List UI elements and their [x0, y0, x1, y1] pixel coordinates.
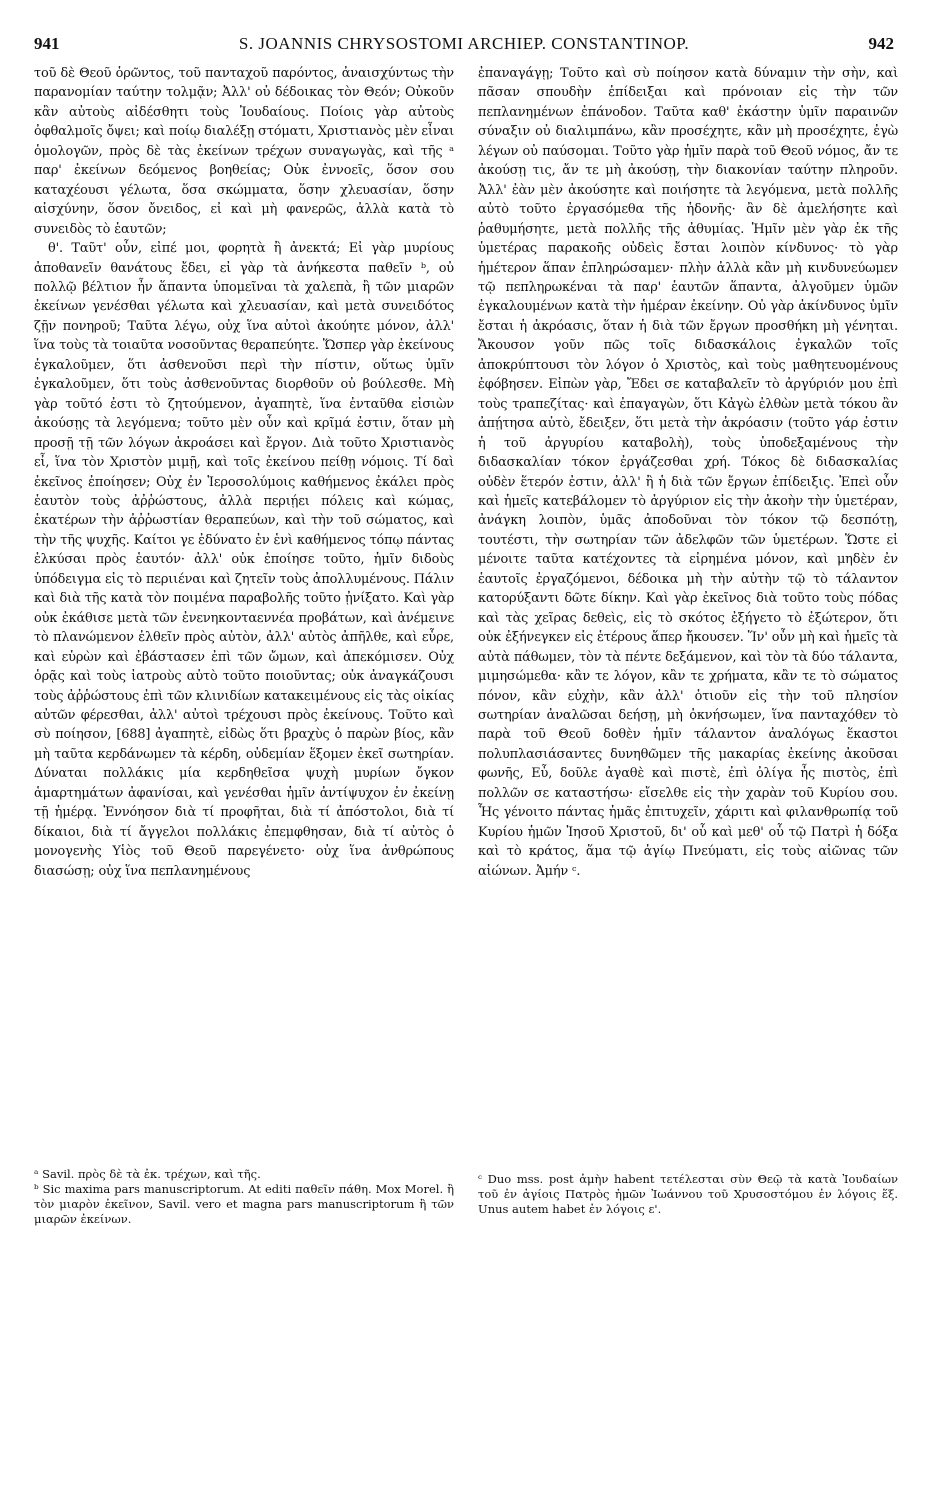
left-paragraph-2: θ'. Ταῦτ' οὖν, εἰπέ μοι, φορητὰ ἢ ἀνεκτά; Εἰ γὰρ μυρίους ἀποθανεῖν θανάτους ἔδει, εἰ γὰρ τὰ ἀνήκεστα παθεῖν ᵇ, οὐ πολλῷ βέλτιον ἦν ἅπαντα ὑπομεῖναι τὰ χαλεπὰ, ἢ τῶν μιαρῶν ἐκείνων γενέσθαι γέλωτα καὶ χλευασίαν, καὶ μετὰ συνειδότος ζῇν πονηροῦ; Ταῦτα λέγω, οὐχ ἵνα αὐτοὶ ἀκούητε μόνον, ἀλλ' ἵνα τοὺς τὰ τοιαῦτα νοσοῦντας θεραπεύητε. Ὥσπερ γὰρ ἐκείνους ἐγκαλοῦμεν, ὅτι ἀσθενοῦσι περὶ τὴν πίστιν, οὕτως ὑμῖν ἐγκαλοῦμεν, ὅτι τοὺς ἀσθενοῦντας διορθοῦν οὐ βούλεσθε. Μὴ γὰρ τοῦτό ἐστι τὸ ζητούμενον, ἀγαπητὲ, ἵνα ἐνταῦθα εἰσιὼν ἀκούσῃς τὰ λεγόμενα; τοῦτο μὲν οὖν καὶ κρῖμά ἐστιν, ὅταν μὴ προσῇ τῇ τῶν λόγων ἀκροάσει καὶ ἔργον. Διὰ τοῦτο Χριστιανὸς εἶ, ἵνα τὸν Χριστὸν μιμῇ, καὶ τοῖς ἐκείνου πείθῃ νόμοις. Τί δαὶ ἐκεῖνος ἐποίησεν; Οὐχ ἐν Ἱεροσολύμοις καθήμενος ἐκάλει πρὸς ἑαυτὸν τοὺς ἀῤῥώστους, ἀλλὰ περιῄει πόλεις καὶ κώμας, ἑκατέρων τὴν ἀῤῥωστίαν θεραπεύων, καὶ τὴν τοῦ σώματος, καὶ τὴν τῆς ψυχῆς. Καίτοι γε ἐδύνατο ἐν ἑνὶ καθήμενος τόπῳ πάντας ἑλκύσαι πρὸς ἑαυτόν· ἀλλ' οὐκ ἐποίησε τοῦτο, ἡμῖν διδοὺς ὑπόδειγμα εἰς τὸ περιιέναι καὶ ζητεῖν τοὺς ἀπολλυμένους. Πάλιν καὶ διὰ τῆς κατὰ τὸν ποιμένα παραβολῆς τοῦτο ᾐνίξατο. Καὶ γὰρ οὐκ ἐκάθισε μετὰ τῶν ἐνενηκονταεννέα προβάτων, καὶ ἀνέμεινε τὸ πλανώμενον ἐλθεῖν πρὸς αὐτὸν, ἀλλ' αὐτὸς ἀπῆλθε, καὶ εὗρε, καὶ εὑρὼν καὶ ἐβάστασεν ἐπὶ τῶν ὤμων, καὶ ἀπεκόμισεν. Οὐχ ὁρᾷς καὶ τοὺς ἰατροὺς αὐτὸ τοῦτο ποιοῦντας; οὐκ ἀναγκάζουσι τοὺς ἀῤῥώστους ἐπὶ τῶν κλινιδίων κατακειμένους εἰς τὰς οἰκίας αὐτῶν φέρεσθαι, ἀλλ' αὐτοὶ τρέχουσι πρὸς ἐκείνους. Τοῦτο καὶ σὺ ποίησον, [688] ἀγαπητὲ, εἰδὼς ὅτι βραχὺς ὁ παρὼν βίος, κἂν μὴ ταῦτα κερδάνωμεν τὰ κέρδη, οὐδεμίαν ἕξομεν ἐκεῖ σωτηρίαν. Δύναται πολλάκις μία κερδηθεῖσα ψυχὴ μυρίων ὄγκον ἁμαρτημάτων ἀφανίσαι, καὶ γενέσθαι ἡμῖν ἀντίψυχον ἐν ἐκείνῃ τῇ ἡμέρᾳ. Ἐννόησον διὰ τί προφῆται, διὰ τί ἀπόστολοι, διὰ τί δίκαιοι, διὰ τί ἄγγελοι πολλάκις ἐπεμφθησαν, διὰ τί αὐτὸς ὁ μονογενὴς Υἱὸς τοῦ Θεοῦ παρεγένετο· οὐχ ἵνα ἀνθρώπους διασώσῃ; οὐχ ἵνα πεπλανημένους: [34, 241, 454, 879]
left-paragraph-1: τοῦ δὲ Θεοῦ ὁρῶντος, τοῦ πανταχοῦ παρόντος, ἀναισχύντως τὴν παρανομίαν ταύτην τολμᾷν; Ἀλλ' οὐ δέδοικας τὸν Θεόν; Οὐκοῦν κἂν αὐτοὺς αἰδέσθητι τοὺς Ἰουδαίους. Ποίοις γὰρ αὐτοὺς ὀφθαλμοῖς ὄψει; καὶ ποίῳ διαλέξῃ στόματι, Χριστιανὸς μὲν εἶναι ὁμολογῶν, πρὸς δὲ τὰς ἐκείνων τρέχων συναγωγὰς, καὶ τῆς ᵃ παρ' ἐκείνων δεόμενος βοηθείας; Οὐκ ἐννοεῖς, ὅσον σου καταχέουσι γέλωτα, ὅσα σκώμματα, ὅσην χλευασίαν, ὅσην αἰσχύνην, ὅσον ὄνειδος, εἰ καὶ μὴ φανερῶς, ἀλλὰ κατὰ τὸ συνειδὸς τὸ ἑαυτῶν;: [34, 66, 454, 237]
page-header: [34, 34, 894, 58]
right-page-number: 942: [868, 34, 894, 53]
running-title: S. JOANNIS CHRYSOSTOMI ARCHIEP. CONSTANTINOP.: [238, 34, 690, 53]
footnotes-left: [34, 1167, 454, 1227]
footnote-c: ᶜ Duo mss. post ἀμὴν habent τετέλεσται σὺν Θεῷ τὰ κατὰ Ἰουδαίων τοῦ ἐν ἁγίοις Πατρὸς ἡμῶν Ἰωάννου τοῦ Χρυσοστόμου ἐν λόγοις ἕξ. Unus autem habet ἐν λόγοις ε'.: [478, 1172, 898, 1216]
footnote-b: ᵇ Sic maxima pars manuscriptorum. At editi παθεῖν πάθη. Mox Morel. ἢ τὸν μιαρὸν ἐκεῖνον, Savil. vero et magna pars manuscriptorum ἢ τῶν μιαρῶν ἐκείνων.: [34, 1182, 454, 1226]
right-column: [478, 64, 898, 881]
footnotes-right: [478, 1172, 898, 1217]
right-paragraph-1: ἐπαναγάγῃ; Τοῦτο καὶ σὺ ποίησον κατὰ δύναμιν τὴν σὴν, καὶ πᾶσαν σπουδὴν ἐπίδειξαι καὶ πρόνοιαν εἰς τὴν τῶν πεπλανημένων ἐπάνοδον. Ταῦτα καθ' ἑκάστην ὑμῖν παραινῶν σύναξιν οὐ διαλιμπάνω, κἂν προσέχητε, κἂν μὴ προσέχητε, ἐγὼ λέγων οὐ παύσομαι. Τοῦτο γὰρ ἡμῖν παρὰ τοῦ Θεοῦ νόμος, ἄν τε ἀκούσῃ τις, ἄν τε μὴ ἀκούσῃ, τὴν διακονίαν ταύτην πληροῦν. Ἀλλ' ἐὰν μὲν ἀκούσητε καὶ ποιήσητε τὰ λεγόμενα, μετὰ πολλῆς αὐτὸ τοῦτο ἐργασόμεθα τῆς ἡδονῆς· ἂν δὲ ἀμελήσητε καὶ ῥαθυμήσητε, μετὰ πολλῆς τῆς ἀθυμίας. Ἡμῖν μὲν γὰρ ἐκ τῆς ὑμετέρας παρακοῆς οὐδεὶς ἔσται λοιπὸν κίνδυνος· τὸ γὰρ ἡμέτερον ἅπαν ἐπληρώσαμεν· πλὴν ἀλλὰ κἂν μὴ κινδυνεύωμεν τῷ πεπληρωκέναι τὰ παρ' ἑαυτῶν ἅπαντα, ἀλγοῦμεν ὑμῶν ἐγκαλουμένων κατὰ τὴν ἡμέραν ἐκείνην. Οὐ γὰρ ἀκίνδυνος ὑμῖν ἔσται ἡ ἀκρόασις, ὅταν ἡ διὰ τῶν ἔργων προσθήκη μὴ γένηται. Ἄκουσον γοῦν πῶς τοῖς διδασκάλοις ἐγκαλῶν τοῖς ἀποκρύπτουσι τὸν λόγον ὁ Χριστὸς, καὶ τοὺς μαθητευομένους ἐφόβησεν. Εἰπὼν γὰρ, Ἔδει σε καταβαλεῖν τὸ ἀργύριόν μου ἐπὶ τοὺς τραπεζίτας· καὶ ἐπαγαγὼν, ὅτι Κἀγὼ ἐλθὼν μετὰ τόκου ἂν ἀπῄτησα αὐτὸ, ἔδειξεν, ὅτι μετὰ τὴν ἀκρόασιν (τοῦτο γάρ ἐστιν ἡ τοῦ ἀργυρίου καταβολὴ), τοὺς ὑποδεξαμένους τὴν διδασκαλίαν τόκον ἐργάζεσθαι χρή. Τόκος δὲ διδασκαλίας οὐδὲν ἕτερόν ἐστιν, ἀλλ' ἢ ἡ διὰ τῶν ἔργων ἐπίδειξις. Ἐπεὶ οὖν καὶ ἡμεῖς κατεβάλομεν τὸ ἀργύριον εἰς τὴν ἀκοὴν τὴν ὑμετέραν, ἀνάγκη λοιπὸν, ὑμᾶς ἀποδοῦναι τὸν τόκον τῷ δεσπότῃ, τουτέστι, τὴν σωτηρίαν τῶν ἀδελφῶν τῶν ὑμετέρων. Ὥστε εἰ μένοιτε ταῦτα κατέχοντες τὰ εἰρημένα μόνον, καὶ μηδὲν ἐν ἑαυτοῖς ἐργαζόμενοι, δέδοικα μὴ τὴν αὐτὴν τῷ τὸ τάλαντον κατορύξαντι δῶτε δίκην. Καὶ γὰρ ἐκεῖνος διὰ τοῦτο τοὺς πόδας καὶ τὰς χεῖρας δεθεὶς, εἰς τὸ σκότος ἐξήγετο τὸ ἐξώτερον, ὅτι οὐκ ἐξήνεγκεν εἰς ἑτέρους ἅπερ ἤκουσεν. Ἵν' οὖν μὴ καὶ ἡμεῖς τὰ αὐτὰ πάθωμεν, τὸν τὰ πέντε δεξάμενον, καὶ τὸν τὰ δύο τάλαντα, μιμησώμεθα· κἂν τε λόγον, κἂν τε χρήματα, κἂν τε τὸ σώματος πόνον, κἂν εὐχὴν, κἂν ἀλλ' ὁτιοῦν εἰς τὴν τοῦ πλησίον σωτηρίαν ἀναλῶσαι δεήσῃ, μὴ ὀκνήσωμεν, ἵνα πανταχόθεν τὸ παρὰ τοῦ Θεοῦ δοθὲν ἡμῖν τάλαντον ἀναλόγως ἕκαστοι πολυπλασιάσαντες δυνηθῶμεν τῆς μακαρίας ἐκείνης ἀκοῦσαι φωνῆς, Εὖ, δοῦλε ἀγαθὲ καὶ πιστὲ, ἐπὶ ὀλίγα ἦς πιστὸς, ἐπὶ πολλῶν σε καταστήσω· εἴσελθε εἰς τὴν χαρὰν τοῦ Κυρίου σου. Ἧς γένοιτο πάντας ἡμᾶς ἐπιτυχεῖν, χάριτι καὶ φιλανθρωπίᾳ τοῦ Κυρίου ἡμῶν Ἰησοῦ Χριστοῦ, δι' οὗ καὶ μεθ' οὗ τῷ Πατρὶ ἡ δόξα καὶ τὸ κράτος, ἅμα τῷ ἁγίῳ Πνεύματι, εἰς τοὺς αἰῶνας τῶν αἰώνων. Ἀμήν ᶜ.: [478, 66, 898, 879]
left-column: [34, 64, 454, 881]
left-page-number: 941: [34, 34, 60, 53]
footnote-a: ᵃ Savil. πρὸς δὲ τὰ ἐκ. τρέχων, καὶ τῆς.: [34, 1167, 261, 1181]
